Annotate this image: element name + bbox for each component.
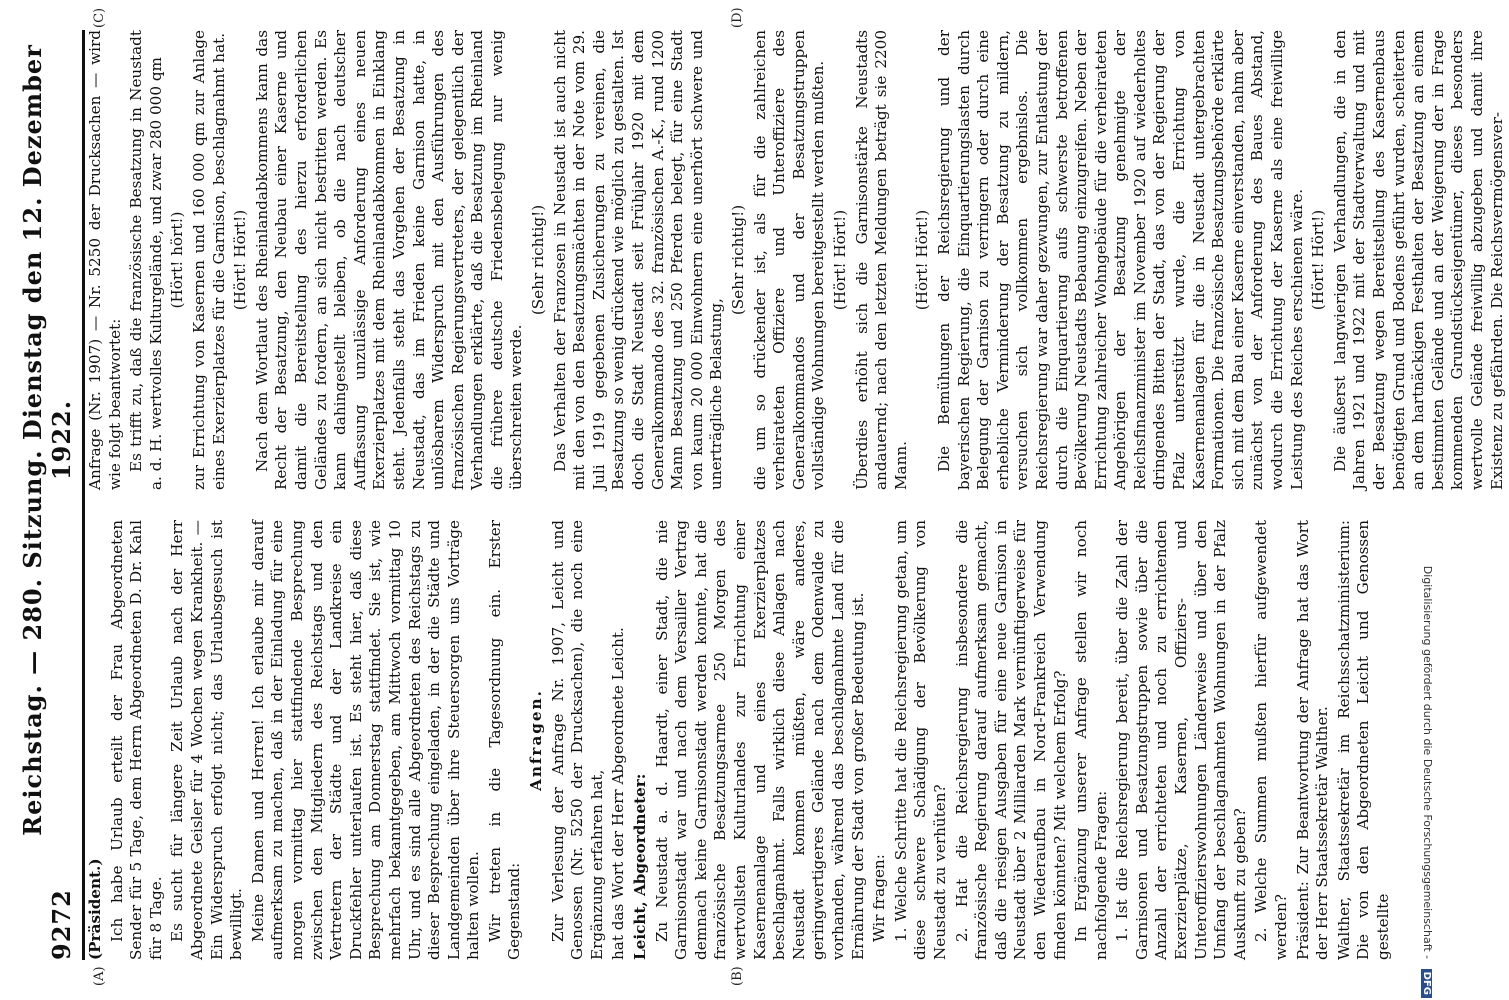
interjection: (Hört! hört!) — [168, 211, 187, 309]
section-heading: Anfragen. — [527, 689, 546, 791]
list-item: 2. Welche Summen mußten hierfür aufgewendet werden? — [1252, 520, 1291, 960]
paragraph: Anfrage (Nr. 1907) — Nr. 5250 der Drucksachen — wird wie folgt beantwortet: — [86, 30, 124, 490]
page-header — [20, 30, 85, 960]
paragraph: Präsident: Zur Beantwortung der Anfrage hat das Wort der Herr Staatssekretär Walther. — [1293, 520, 1332, 960]
paragraph: Die äußerst langwierigen Verhandlungen, die in den Jahren 1921 und 1922 mit der Stadtverwaltung und mit der Besatzung wegen Bereitstellung des Kasernenbaus benötigten Grund und Bodens geführt wurden, scheiterten an dem hartnäckigen Festhalten der Besatzung an einem bestimmten Gelände und an der Weigerung der in Frage kommenden Grundstückseigentümer, dieses besonders wertvolle Gelände freiwillig abzugeben und damit ihre Existenz zu gefährden. Die Reichsvermögensver- — [1330, 30, 1506, 490]
digitization-credit — [1416, 8, 1434, 998]
speaker-leicht: Leicht, Abgeordneter: — [631, 773, 650, 960]
interjection: (Hört! Hört!) — [231, 209, 250, 311]
dfg-logo: DFG — [1421, 969, 1432, 998]
paragraph: Es sucht für längere Zeit Urlaub nach der Herr Abgeordnete Geisler für 4 Wochen wegen Krankheit. — Ein Widerspruch erfolgt nicht; das Urlaubsgesuch ist bewilligt. — [168, 520, 246, 960]
interjection: (Hört! Hört!) — [1309, 209, 1328, 311]
paragraph: Überdies erhöht sich die Garnisonstärke Neustadts andauernd; nach den letzten Meldungen beträgt sie 2200 Mann. — [852, 30, 910, 490]
margin-marker-c: (C) — [92, 7, 107, 28]
list-item: 1. Welche Schritte hat die Reichsregierung getan, um diese schwere Schädigung der Bevölkerung von Neustadt zu verhüten? — [891, 520, 949, 960]
paragraph: Es trifft zu, daß die französische Besatzung in Neustadt a. d. H. wertvolles Kulturgelände, und zwar 280 000 qm — [127, 30, 165, 490]
paragraph: Das Verhalten der Franzosen in Neustadt ist auch nicht mit den von den Besatzungsmächten in der Note vom 29. Juli 1919 gegebenen Zusicherungen zu vereinen, die Besatzung so wenig drückend wie möglich zu gestalten. Ist doch die Stadt Neustadt seit Frühjahr 1920 mit dem Generalkommando des 32. französischen A.-K., rund 1200 Mann Besatzung und 250 Pferden belegt, für eine Stadt von kaum 20 000 Einwohnern eine unerhört schwere und unerträgliche Belastung, — [550, 30, 726, 490]
paragraph: Wir treten in die Tagesordnung ein. Erster Gegenstand: — [485, 520, 524, 960]
paragraph: die um so drückender ist, als für die zahlreichen verheirateten Offiziere und Unteroffiziere des Generalkommandos und der Besatzungstruppen vollständige Wohnungen bereitgestellt werden mußten. — [750, 30, 828, 490]
margin-marker-a: (A) — [92, 966, 107, 986]
paragraph: Nach dem Wortlaut des Rheinlandabkommens kann das Recht der Besatzung, den Neubau einer Kaserne und damit die Bereitstellung des hierzu erforderlichen Geländes zu fordern, an sich nicht bestritten werden. Es kann dahingestellt bleiben, ob die nach deutscher Auffassung unzulässige Anforderung eines neuen Exerzierplatzes mit dem Rheinlandabkommen in Einklang steht. Jedenfalls steht das Vorgehen der Besatzung in Neustadt, das im Frieden keine Garnison hatte, in unlösbarem Widerspruch mit den Ausführungen des französischen Regierungsvertreters, der gelegentlich der Verhandlungen erklärte, daß die Besatzung im Rheinland die frühere deutsche Friedensbelegung nur wenig überschreiten werde. — [252, 30, 526, 490]
interjection: (Sehr richtig!) — [529, 204, 548, 316]
paragraph: Wir fragen: — [870, 854, 889, 942]
paragraph: Die Bemühungen der Reichsregierung und der bayerischen Regierung, die Einquartierungslasten durch Belegung der Garnison zu verringern oder durch eine erhebliche Verminderung der Besatzung zu mildern, versuchen sich vollkommen ergebnislos. Die Reichsregierung war daher gezwungen, zur Entlastung der durch die Einquartierung aufs schwerste betroffenen Bevölkerung Neustadts Bebauung einzugreifen. Neben der Errichtung zahlreicher Wohngebäude für die verheirateten Angehörigen der Besatzung genehmigte der Reichsfinanzminister im November 1920 auf wiederholtes dringendes Bitten der Stadt, das von der Regierung der Pfalz unterstützt wurde, die Errichtung von Kasernenanlagen für die in Neustadt untergebrachten Formationen. Die französische Besatzungsbehörde erklärte sich mit dem Bau einer Kaserne einverstanden, nahm aber zunächst von der Anforderung des Baues Abstand, wodurch die Errichtung der Kaserne als eine freiwillige Leistung des Reiches erschienen wäre. — [934, 30, 1306, 490]
list-item: 2. Hat die Reichsregierung insbesondere die französische Regierung darauf aufmerksam gemacht, daß die riesigen Ausgaben für eine neue Garnison in Neustadt über 2 Milliarden Mark vernünftigerweise für den Wiederaufbau in Nord-Frankreich Verwendung finden könnten? Mit welchem Erfolg? — [952, 520, 1069, 960]
paragraph: In Ergänzung unserer Anfrage stellen wir noch nachfolgende Fragen: — [1072, 520, 1110, 960]
speaker-president: (Präsident.) — [86, 858, 104, 960]
paragraph: Zur Verlesung der Anfrage Nr. 1907, Leicht und Genossen (Nr. 5250 der Drucksachen), die noch eine Ergänzung erfahren hat, — [548, 520, 606, 960]
paragraph: zur Errichtung von Kasernen und 160 000 qm zur Anlage eines Exerzierplatzes für die Garnison, beschlagnahmt hat. — [189, 30, 228, 490]
margin-marker-d: (D) — [730, 7, 745, 28]
paragraph: Zu Neustadt a. d. Haardt, einer Stadt, die nie Garnisonstadt war und nach dem Versailler Vertrag demnach keine Garnisonstadt werden konnte, hat die französische Besatzungsarmee 250 Morgen des wertvollsten Kulturlandes zur Errichtung einer Kasernenanlage und eines Exerzierplatzes beschlagnahmt. Falls wirklich diese Anlagen nach Neustadt kommen müßten, wäre anderes, geringwertigeres Gelände nach dem Odenwalde zu vorhanden, während das beschlagnahmte Land für die Ernährung der Stadt von großer Bedeutung ist. — [652, 520, 867, 960]
page-title: Reichstag. — 280. Sitzung. Dienstag den 12. Dezember 1922. — [18, 44, 76, 836]
paragraph: Ich habe Urlaub erteilt der Frau Abgeordneten Sender für 5 Tage, dem Herrn Abgeordneten D. Dr. Kahl für 8 Tage. — [107, 520, 165, 960]
credit-text: Digitalisierung gefördert durch die Deutsche Forschungsgemeinschaft - — [1421, 565, 1434, 960]
paragraph: Meine Damen und Herren! Ich erlaube mir darauf aufmerksam zu machen, daß in der Einladung für eine morgen vormittag hier stattfindende Besprechung zwischen den Mitgliedern des Reichstags und den Vertretern der Städte und der Landkreise ein Druckfehler unterlaufen ist. Es steht hier, daß diese Besprechung am Donnerstag stattfindet. Sie ist, wie mehrfach bekanntgegeben, am Mittwoch vormittag 10 Uhr, und es sind alle Abgeordneten des Reichstags zu dieser Besprechung eingeladen, in der die Städte und Landgemeinden über ihre Steuersorgen uns Vorträge halten wollen. — [248, 520, 483, 960]
paragraph: hat das Wort der Herr Abgeordnete Leicht. — [609, 627, 628, 960]
left-column — [86, 520, 1396, 960]
interjection: (Hört! Hört!) — [913, 209, 932, 311]
paragraph: Walther, Staatssekretär im Reichsschatzministerium: Die von den Abgeordneten Leicht und Genossen gestellte — [1334, 520, 1392, 960]
interjection: (Hört! Hört!) — [830, 209, 849, 311]
list-item: 1. Ist die Reichsregierung bereit, über die Zahl der Garnisonen und Besatzungstruppen sowie über die Anzahl der errichteten und noch zu errichtenden Exerzierplätze, Kasernen, Offiziers- und Unteroffizierswohnungen Länderweise und über den Umfang der beschlagnahmten Wohnungen in der Pfalz Auskunft zu geben? — [1113, 520, 1249, 960]
page-number: 9272 — [47, 889, 76, 960]
interjection: (Sehr richtig!) — [729, 204, 747, 316]
right-column — [86, 30, 1509, 490]
margin-marker-b: (B) — [730, 966, 745, 986]
